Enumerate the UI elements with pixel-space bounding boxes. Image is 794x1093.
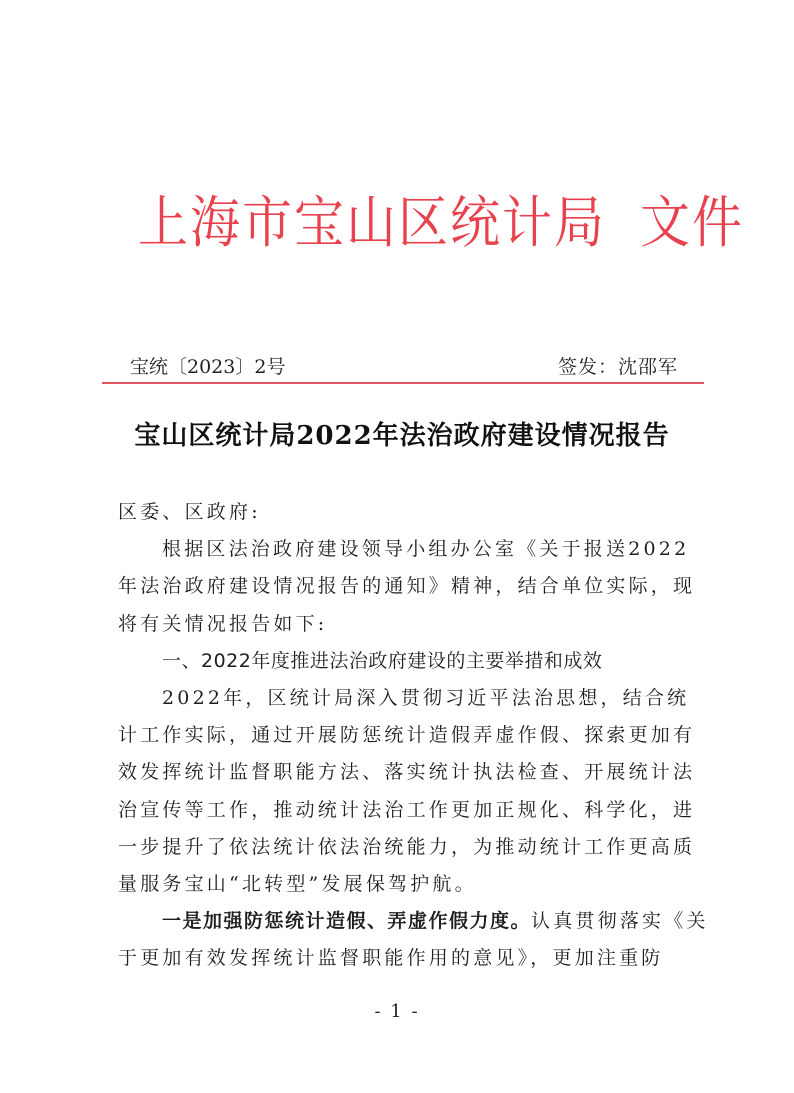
document-meta-row xyxy=(100,352,704,382)
signer: 签发：沈邵军 xyxy=(557,356,678,378)
masthead-issuer: 上海市宝山区统计局 xyxy=(138,190,606,256)
section-intro-paragraph: 2022年，区统计局深入贯彻习近平法治思想，结合统计工作实际，通过开展防惩统计造假弄虚作假、探索更加有效发挥统计监督职能方法、落实统计执法检查、开展统计法治宣传等工作，推动统计法治工作更加正规化、科学化，进一步提升了依法统计依法治统能力，为推动统计工作更高质量服务宝山“北转型”发展保驾护航。 xyxy=(118,687,696,896)
section-heading: 一、2022年度推进法治政府建设的主要举措和成效 xyxy=(162,649,603,672)
point-text: 认真贯彻落实《关于更加有效发挥统计监督职能作用的意见》，更加注重防 xyxy=(118,910,709,970)
page-number: - 1 - xyxy=(374,1001,420,1022)
document-number: 宝统〔2023〕2号 xyxy=(130,356,286,378)
document-title: 宝山区统计局2022年法治政府建设情况报告 xyxy=(134,421,670,451)
document-body xyxy=(118,494,710,978)
intro-paragraph: 根据区法治政府建设领导小组办公室《关于报送2022年法治政府建设情况报告的通知》精神，结合单位实际，现将有关情况报告如下: xyxy=(118,538,696,635)
point-paragraph xyxy=(118,903,710,977)
red-separator-rule xyxy=(102,382,704,384)
point-lead: 一是加强防惩统计造假、弄虚作假力度。 xyxy=(162,910,532,933)
masthead-suffix: 文件 xyxy=(640,190,744,256)
salutation: 区委、区政府: xyxy=(118,501,261,523)
masthead-title xyxy=(138,184,744,262)
